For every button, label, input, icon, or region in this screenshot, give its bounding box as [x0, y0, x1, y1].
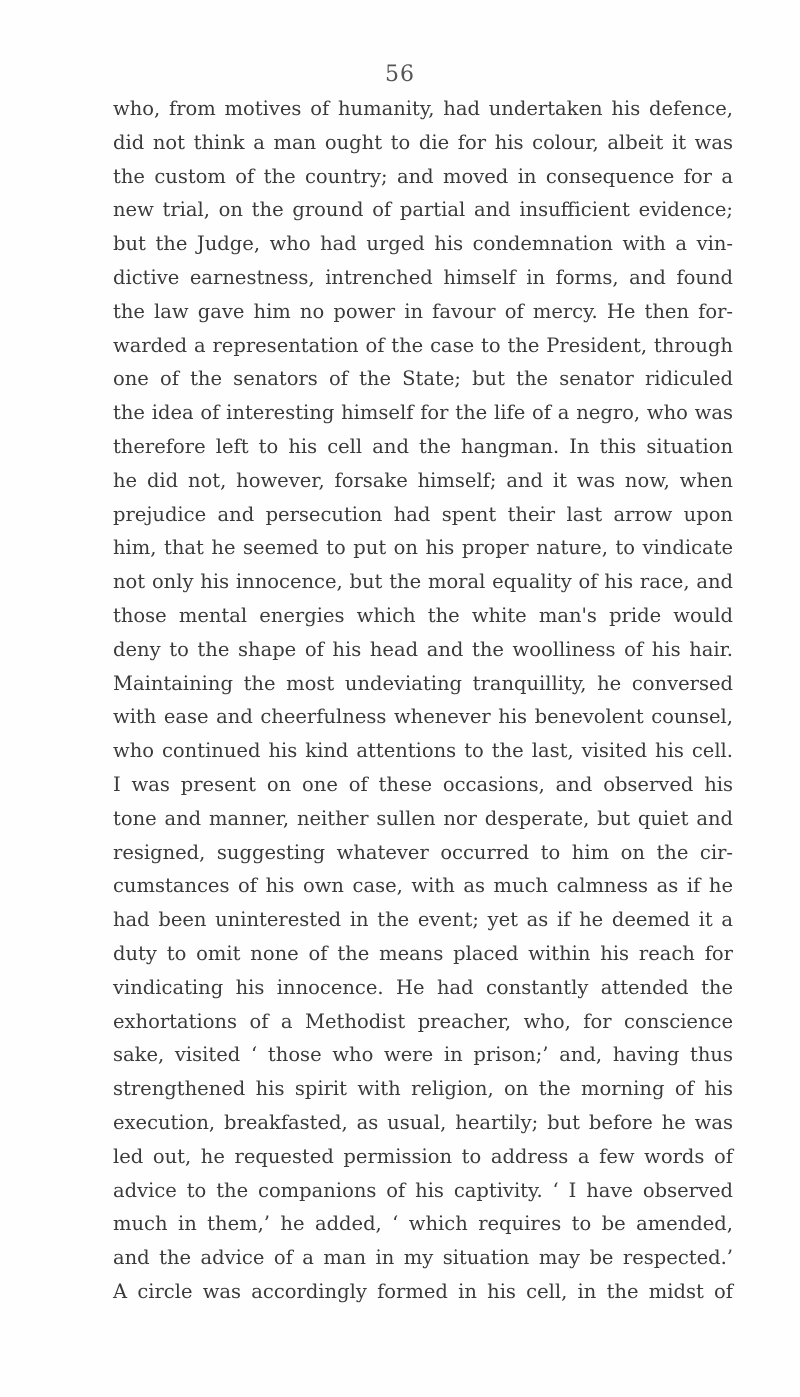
text-line: him, that he seemed to put on his proper nature, to vindicate	[113, 536, 733, 560]
text-line: who continued his kind attentions to the last, visited his cell.	[113, 739, 733, 763]
text-line: the custom of the country; and moved in consequence for a	[113, 164, 733, 188]
text-line: tone and manner, neither sullen nor desperate, but quiet and	[113, 806, 733, 830]
text-line: I was present on one of these occasions, and observed his	[113, 772, 733, 796]
text-line: led out, he requested permission to address a few words of	[113, 1144, 733, 1168]
text-line: with ease and cheerfulness whenever his benevolent counsel,	[113, 705, 733, 729]
body-text	[113, 92, 733, 1309]
text-line: Maintaining the most undeviating tranquillity, he conversed	[113, 671, 733, 695]
text-line: new trial, on the ground of partial and insufficient evidence;	[113, 198, 733, 222]
text-line: execution, breakfasted, as usual, heartily; but before he was	[113, 1110, 733, 1134]
text-line: cumstances of his own case, with as much calmness as if he	[113, 874, 733, 898]
text-line: advice to the companions of his captivity. ‘ I have observed	[113, 1178, 733, 1202]
text-line: the law gave him no power in favour of mercy. He then for-	[113, 299, 733, 323]
text-line: he did not, however, forsake himself; and it was now, when	[113, 468, 733, 492]
text-line: the idea of interesting himself for the life of a negro, who was	[113, 401, 733, 425]
text-line: and the advice of a man in my situation may be respected.’	[113, 1246, 733, 1270]
text-line: did not think a man ought to die for his colour, albeit it was	[113, 130, 733, 154]
page-number: 56	[385, 62, 415, 87]
text-line: much in them,’ he added, ‘ which requires to be amended,	[113, 1212, 733, 1236]
text-line: dictive earnestness, intrenched himself in forms, and found	[113, 265, 733, 289]
text-line: who, from motives of humanity, had undertaken his defence,	[113, 97, 733, 120]
text-line: deny to the shape of his head and the woolliness of his hair.	[113, 637, 733, 661]
text-line: prejudice and persecution had spent their last arrow upon	[113, 502, 733, 526]
text-line: resigned, suggesting whatever occurred to him on the cir-	[113, 840, 733, 864]
text-line: A circle was accordingly formed in his cell, in the midst of	[113, 1279, 733, 1303]
text-line: exhortations of a Methodist preacher, who, for conscience	[113, 1009, 733, 1033]
text-line: those mental energies which the white man's pride would	[113, 603, 733, 627]
text-line: but the Judge, who had urged his condemnation with a vin-	[113, 232, 733, 256]
text-line: duty to omit none of the means placed within his reach for	[113, 941, 733, 965]
text-line: strengthened his spirit with religion, on the morning of his	[113, 1077, 733, 1101]
text-line: one of the senators of the State; but the senator ridiculed	[113, 367, 733, 391]
text-line: had been uninterested in the event; yet as if he deemed it a	[113, 908, 733, 932]
text-line: sake, visited ‘ those who were in prison;’ and, having thus	[113, 1043, 733, 1067]
text-line: therefore left to his cell and the hangman. In this situation	[113, 434, 733, 458]
text-line: vindicating his innocence. He had constantly attended the	[113, 975, 733, 999]
text-line: warded a representation of the case to the President, through	[113, 333, 733, 357]
text-line: not only his innocence, but the moral equality of his race, and	[113, 570, 733, 594]
